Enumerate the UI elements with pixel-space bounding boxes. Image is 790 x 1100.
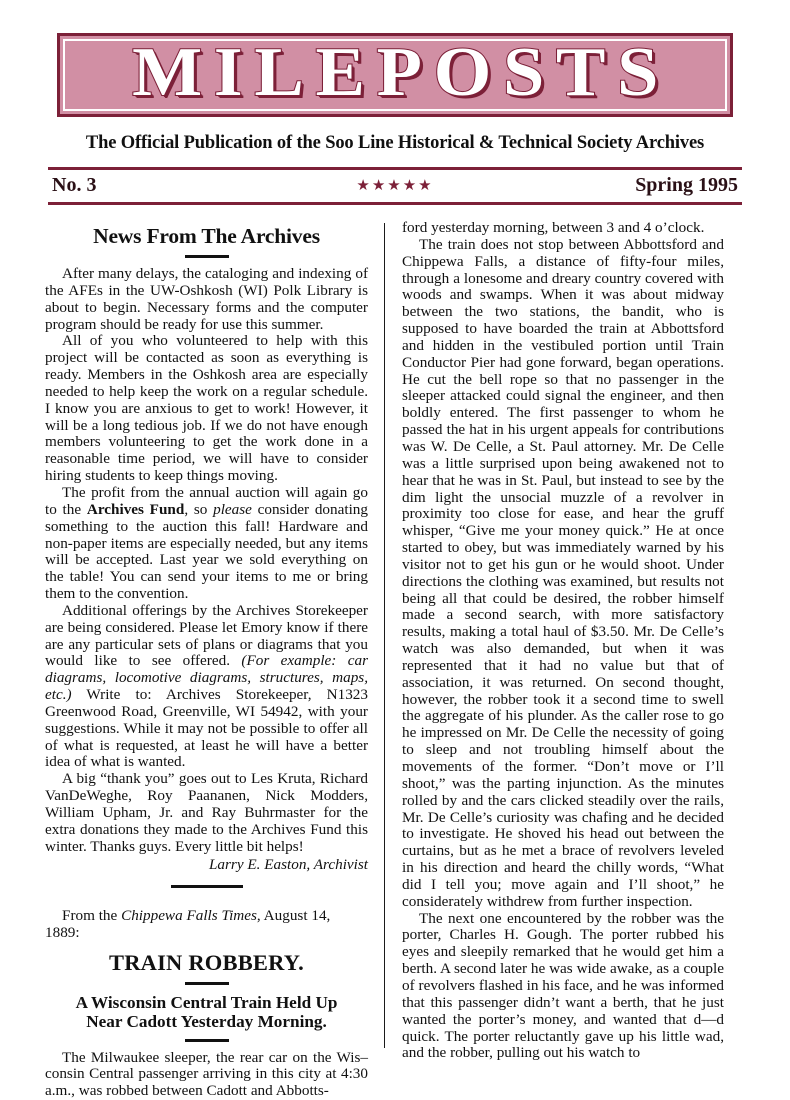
archives-headline: News From The Archives [93, 224, 320, 248]
masthead-inner-frame [63, 39, 727, 111]
auction-text-post: consider donating something to the auction this fall! Hardware and non-paper items are especially needed, but any items will be accepted. Last year we sold everything on the table! You can send your items to me or bring them to the convention. [45, 500, 368, 603]
issue-bar [48, 167, 742, 205]
auction-text-pre: The profit from the annual auction will again go to the [45, 483, 368, 518]
headline-rule [185, 255, 229, 258]
train-robbery-paragraph-2: The train does not stop between Abbottsford and Chippewa Falls, a distance of fifty-four miles, through a lonesome and dreary country covered with woods and swamps. When it was about midway between the two stations, the bandit, who is supposed to have boarded the train at Abbottsford and hidden in the vestibuled portion until Train Conductor Pier had gone forward, began operations. He cut the bell rope so that no passenger in the sleeper attacked could signal the engineer, and then boldly entered. The first passenger to whom he passed the hat in his urgent appeals for contributions was W. De Celle, a St. Paul attorney. Mr. De Celle was a little surprised upon being awakened not to hear that he was in St. Paul, but instead to see by the dim light the unsocial muzzle of a revolver in proximity too close for ease, and hear the gruff whisper, “Give me your money quick.” He at once started to obey, but was immediately warned by his visitor not to get his gun or he would shoot. Under directions the clothing was examined, but results not being all that could be desired, the robber himself made a second search, with more satisfactory results, making a total haul of $3.50. Mr. De Celle’s watch was also demanded, but when it was represented that it had no value but that of association, it was returned. On second thought, however, the robber took it a second time to swell the aggregate of his plunder. As the caller rose to go he impressed on Mr. De Celle the necessity of going to sleep and not troubling himself about the movements of the former. “Don’t move or I’ll shoot,” was the parting injunction. As the minutes rolled by and the cars clicked steadily over the rails, Mr. De Celle’s curiosity was chafing and he decided to investigate. He shoved his head out between the curtains, but as he met a brace of revolvers leveled in his direction and heard the chilly words, “What did I tell you; move again and I’ll shoot,” he considerately withdrew from further inspection. [402, 235, 724, 910]
storekeeper-text-post: Write to: Archives Storekeeper, N1323 Greenwood Road, Greenville, WI 54942, with your suggestions. While it may not be possible to offer all of what is requested, at least he will have a better idea of what is wanted. [45, 686, 368, 771]
please-emphasis: please [213, 500, 252, 518]
article-columns [45, 219, 745, 1100]
archives-paragraph-storekeeper [45, 603, 368, 771]
newsletter-page [0, 33, 790, 1100]
spacer [45, 900, 368, 907]
archives-paragraph-1: After many delays, the cataloging and indexing of the AFEs in the UW-Oshkosh (WI) Polk Library is about to begin. Necessary forms and the computer program should be ready for use this summer. [45, 265, 368, 333]
article-source-line [45, 907, 368, 941]
source-text-pre: From the [62, 906, 122, 924]
for-example-emphasis: (For example: car diagrams, locomotive diagrams, structures, maps, etc.) [45, 652, 369, 704]
archives-paragraph-thanks: A big “thank you” goes out to Les Kruta, Richard VanDeWeghe, Roy Paananen, Nick Modders, William Upham, Jr. and Ray Buhrmaster for the extra donations they made to the Archives Fund this winter. Thanks guys. Every little bit helps! [45, 770, 368, 855]
article-subhead-rule [185, 1039, 229, 1042]
train-robbery-paragraph-3: The next one encountered by the robber was the porter, Charles H. Gough. The porter rubbed his eyes and sleepily remarked that he would get him a berth. A second later he was wide awake, as a couple of revolvers flashed in his face, and he was informed that this passenger didn’t want a berth, that he just wanted the porter’s money, and wanted that d—d quick. The porter reluctantly gave up his little wad, and the robber, pulling out his watch to [402, 909, 724, 1062]
left-column [45, 220, 384, 1100]
storekeeper-text-pre: Additional offerings by the Archives Storekeeper are being considered. Please let Emory know if there are any particular sets of plans or diagrams that you would like to see offered. [45, 601, 368, 670]
masthead-banner [57, 33, 733, 117]
section-divider-rule [171, 885, 243, 888]
train-robbery-subhead-line1: A Wisconsin Central Train Held Up [75, 992, 338, 1012]
issue-number: No. 3 [52, 174, 97, 196]
archives-paragraph-auction [45, 485, 368, 603]
train-robbery-subhead-line2: Near Cadott Yesterday Morning. [86, 1012, 327, 1032]
archives-fund-emphasis: Archives Fund [86, 500, 185, 518]
issue-date: Spring 1995 [635, 174, 738, 196]
source-publication-name: Chippewa Falls Times [121, 906, 257, 924]
train-robbery-paragraph-1: The Milwaukee sleeper, the rear car on the Wis–consin Central passenger arriving in this city at 4:30 a.m., was robbed between Cadott and Abbotts- [45, 1048, 368, 1100]
archives-paragraph-2: All of you who volunteered to help with this project will be contacted as soon as everything is ready. Members in the Oshkosh area are especially needed to help keep the work on a regular schedule. I know you are anxious to get to work! However, it will be a long tedious job. If we do not have enough members volunteering to get the work done in a reasonable time period, we will have to consider hiring students to keep things moving. [45, 332, 368, 485]
star-divider-icon: ★★★★★ [356, 178, 434, 194]
train-robbery-paragraph-continued: ford yesterday morning, between 3 and 4 o’clock. [402, 219, 705, 236]
source-text-post: , August 14, 1889: [45, 906, 331, 941]
publication-subtitle: The Official Publication of the Soo Line Historical & Technical Society Archives [85, 133, 705, 153]
article-headline-rule [185, 982, 229, 985]
archivist-byline: Larry E. Easton, Archivist [208, 855, 368, 873]
auction-text-mid: , so [184, 500, 214, 518]
train-robbery-headline: TRAIN ROBBERY. [109, 949, 304, 975]
right-column [385, 219, 724, 1062]
publication-title: MILEPOSTS [131, 39, 670, 111]
